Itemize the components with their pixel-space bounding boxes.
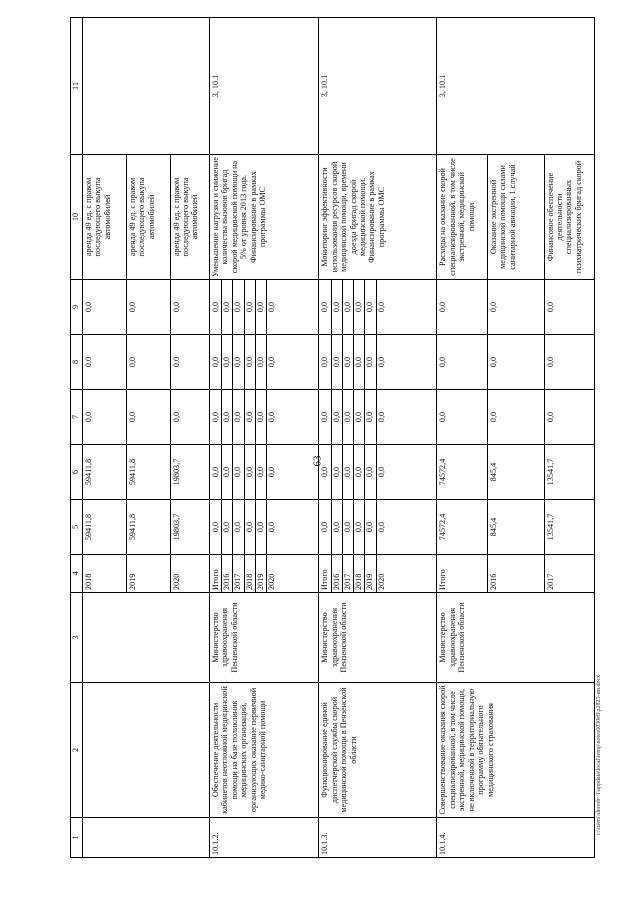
value-cell: 0,0 [354,500,365,554]
value-cell: 13541,7 [544,500,594,555]
value-cell: 0,0 [376,466,386,478]
value-cell: 0,0 [233,335,244,389]
value-cell: 74572,4 [437,445,487,500]
value-cell: 0,0 [170,390,209,445]
year-cell: 2018 [245,555,256,592]
value-cell: 0,0 [233,280,244,334]
year-cell: 2016 [332,555,343,592]
value-cell: 0,0 [332,335,343,389]
col-header: 6 [71,445,83,500]
value-cell: 0,0 [83,280,127,335]
value-cell: 0,0 [487,335,544,390]
value-cell: 0,0 [332,390,343,444]
value-cell: 0,0 [267,466,277,478]
value-stack [319,280,437,335]
value-cell: 0,0 [365,335,376,389]
col-header: 8 [71,335,83,390]
event-name: Совершенствование оказания скорой специализированной, в том числе экстренной, медицинской помощи, не включенной в территориальную программу обязательного медицинского страхования [437,683,595,818]
year-cell: 2017 [233,555,244,592]
value-stack [209,500,318,555]
year-cell: 2019 [126,555,170,593]
row-id: 10.1.4. [437,818,595,858]
value-cell: 0,0 [320,390,331,444]
executor [83,593,210,683]
value-cell: 59411,8 [126,500,170,555]
value-cell: 0,0 [245,500,256,554]
indicator-cell: 3, 10.1 [437,18,595,155]
value-stack [209,445,318,500]
value-cell: 19803,7 [170,445,209,500]
value-cell: 0,0 [222,280,233,334]
year-stack [319,555,437,593]
table-row [437,18,487,858]
value-cell: 0,0 [343,335,354,389]
col-header: 2 [71,683,83,818]
col-header: 5 [71,500,83,555]
year-cell: 2020 [376,573,386,590]
executor: Министерство здравоохранения Пензенской области [437,593,595,683]
year-stack [209,555,318,593]
page-number: 63 [311,455,324,467]
indicator-cell: 3, 10.1 [319,18,437,155]
table-row [319,18,437,858]
value-cell: 19803,7 [170,500,209,555]
value-cell: 0,0 [365,500,376,554]
value-cell: 0,0 [256,390,267,444]
year-cell: 2018 [83,555,127,593]
value-cell: 0,0 [83,390,127,445]
value-cell: 0,0 [245,390,256,444]
indicator-cell [83,18,210,155]
value-cell: 0,0 [343,390,354,444]
value-cell: 0,0 [544,280,594,335]
year-cell: 2016 [487,555,544,593]
value-stack [319,335,437,390]
value-cell: 0,0 [376,521,386,533]
result-cell: Финансовое обеспечение деятельности специализированных психиатрических бригад скорой [544,155,594,280]
value-cell: 0,0 [211,445,222,499]
value-cell: 0,0 [245,445,256,499]
value-cell: 0,0 [365,390,376,444]
value-cell: 0,0 [376,301,386,313]
value-cell: 0,0 [487,280,544,335]
program-table [70,17,595,858]
value-cell: 0,0 [343,445,354,499]
year-cell: 2020 [267,573,277,590]
value-cell: 0,0 [354,390,365,444]
value-cell: 0,0 [233,445,244,499]
result-cell: Расходы на оказание скорой специализированной, в том числе экстренной, медицинской помощи [437,155,487,280]
year-cell: 2020 [170,555,209,593]
value-cell: 13541,7 [544,445,594,500]
value-cell: 59411,8 [83,500,127,555]
row-id: 10.1.2. [209,818,318,858]
value-cell: 0,0 [332,445,343,499]
value-cell: 0,0 [437,335,487,390]
value-cell: 0,0 [211,335,222,389]
year-cell: 2019 [256,555,267,592]
value-cell: 0,0 [222,445,233,499]
value-cell: 59411,8 [126,445,170,500]
result-cell: аренда 49 ед. с правом последующего выкупа автомобилей [170,155,209,280]
year-cell: 2017 [544,555,594,593]
value-cell: 0,0 [376,411,386,423]
event-name: Функционирование единой диспетчерской службы скорой медицинской помощи в Пензенской области [319,683,437,818]
year-cell: Итого [211,555,222,592]
year-cell: Итого [437,555,487,593]
value-cell: 0,0 [437,390,487,445]
indicator-cell: 3, 10.1 [209,18,318,155]
year-cell: Итого [320,555,331,592]
value-cell: 0,0 [267,356,277,368]
year-cell: 2016 [222,555,233,592]
result-cell: Уменьшение нагрузки и снижение количества вызовов бригад скорой медицинской помощи на 5% от уровня 2013 года. Финансирование в рамках программы ОМС [209,155,318,280]
value-cell: 0,0 [487,390,544,445]
row-id [83,818,210,858]
value-stack [209,335,318,390]
value-cell: 59411,8 [83,445,127,500]
value-cell: 0,0 [267,411,277,423]
value-cell: 0,0 [354,445,365,499]
value-stack [209,280,318,335]
value-cell: 0,0 [245,335,256,389]
col-header: 10 [71,155,83,280]
table-row [83,18,127,858]
col-header: 9 [71,280,83,335]
value-cell: 0,0 [233,500,244,554]
value-cell: 0,0 [222,500,233,554]
result-cell: аренда 49 ед. с правом последующего выкупа автомобилей [83,155,127,280]
value-cell: 0,0 [320,335,331,389]
value-stack [319,445,437,500]
value-stack [319,500,437,555]
value-cell: 0,0 [211,500,222,554]
year-cell: 2017 [343,555,354,592]
value-stack [209,390,318,445]
year-cell: 2018 [354,555,365,592]
value-cell: 0,0 [245,280,256,334]
value-cell: 845,4 [487,445,544,500]
value-cell: 0,0 [126,280,170,335]
rotated-table-container [70,18,595,858]
col-header: 11 [71,18,83,155]
event-name [83,683,210,818]
col-header: 7 [71,390,83,445]
value-cell: 0,0 [343,280,354,334]
value-cell: 0,0 [267,521,277,533]
result-cell: Мониторинг эффективности использования ресурсов скорой медицинской помощи, времени доезда бригад скорой медицинской помощи. Финансирование в рамках программы ОМС [319,155,437,280]
value-cell: 0,0 [544,335,594,390]
value-cell: 0,0 [365,280,376,334]
value-cell: 0,0 [365,445,376,499]
value-cell: 0,0 [544,390,594,445]
value-cell: 0,0 [437,280,487,335]
row-id: 10.1.3. [319,818,437,858]
year-cell: 2019 [365,555,376,592]
executor: Министерство здравоохранения Пензенской области [319,593,437,683]
value-cell: 0,0 [256,335,267,389]
value-cell: 0,0 [320,280,331,334]
value-cell: 0,0 [211,390,222,444]
col-header: 3 [71,593,83,683]
header-row [71,18,83,858]
value-cell: 0,0 [126,390,170,445]
value-cell: 0,0 [83,335,127,390]
value-cell: 0,0 [376,356,386,368]
value-cell: 0,0 [320,500,331,554]
value-stack [319,390,437,445]
executor: Министерство здравоохранения Пензенской области [209,593,318,683]
value-cell: 0,0 [222,335,233,389]
value-cell: 0,0 [332,280,343,334]
value-cell: 0,0 [222,390,233,444]
col-header: 1 [71,818,83,858]
value-cell: 0,0 [170,335,209,390]
value-cell: 0,0 [343,500,354,554]
value-cell: 0,0 [354,335,365,389]
table-row [209,18,318,858]
value-cell: 0,0 [320,445,331,499]
value-cell: 0,0 [256,280,267,334]
col-header: 4 [71,555,83,593]
value-cell: 0,0 [126,335,170,390]
value-cell: 0,0 [256,500,267,554]
value-cell: 74572,4 [437,500,487,555]
value-cell: 0,0 [211,280,222,334]
value-cell: 845,4 [487,500,544,555]
value-cell: 0,0 [354,280,365,334]
value-cell: 0,0 [332,500,343,554]
value-cell: 0,0 [233,390,244,444]
value-cell: 0,0 [256,445,267,499]
value-cell: 0,0 [170,280,209,335]
result-cell: аренда 49 ед. с правом последующего выкупа автомобилей [126,155,170,280]
value-cell: 0,0 [267,301,277,313]
result-cell: Оказание экстренной медицинской помощи силами санитарной авиации, 1 случай [487,155,544,280]
file-path-footer: c:\users\shorob~1\appdata\local\temp\notes6030e8\p2825-ии.docx [596,674,602,835]
event-name: Обеспечение деятельности кабинетов неотложной медицинской помощи на базе поликлиник медицинских организаций, организующих оказание первичной медико-санитарной помощи [209,683,318,818]
